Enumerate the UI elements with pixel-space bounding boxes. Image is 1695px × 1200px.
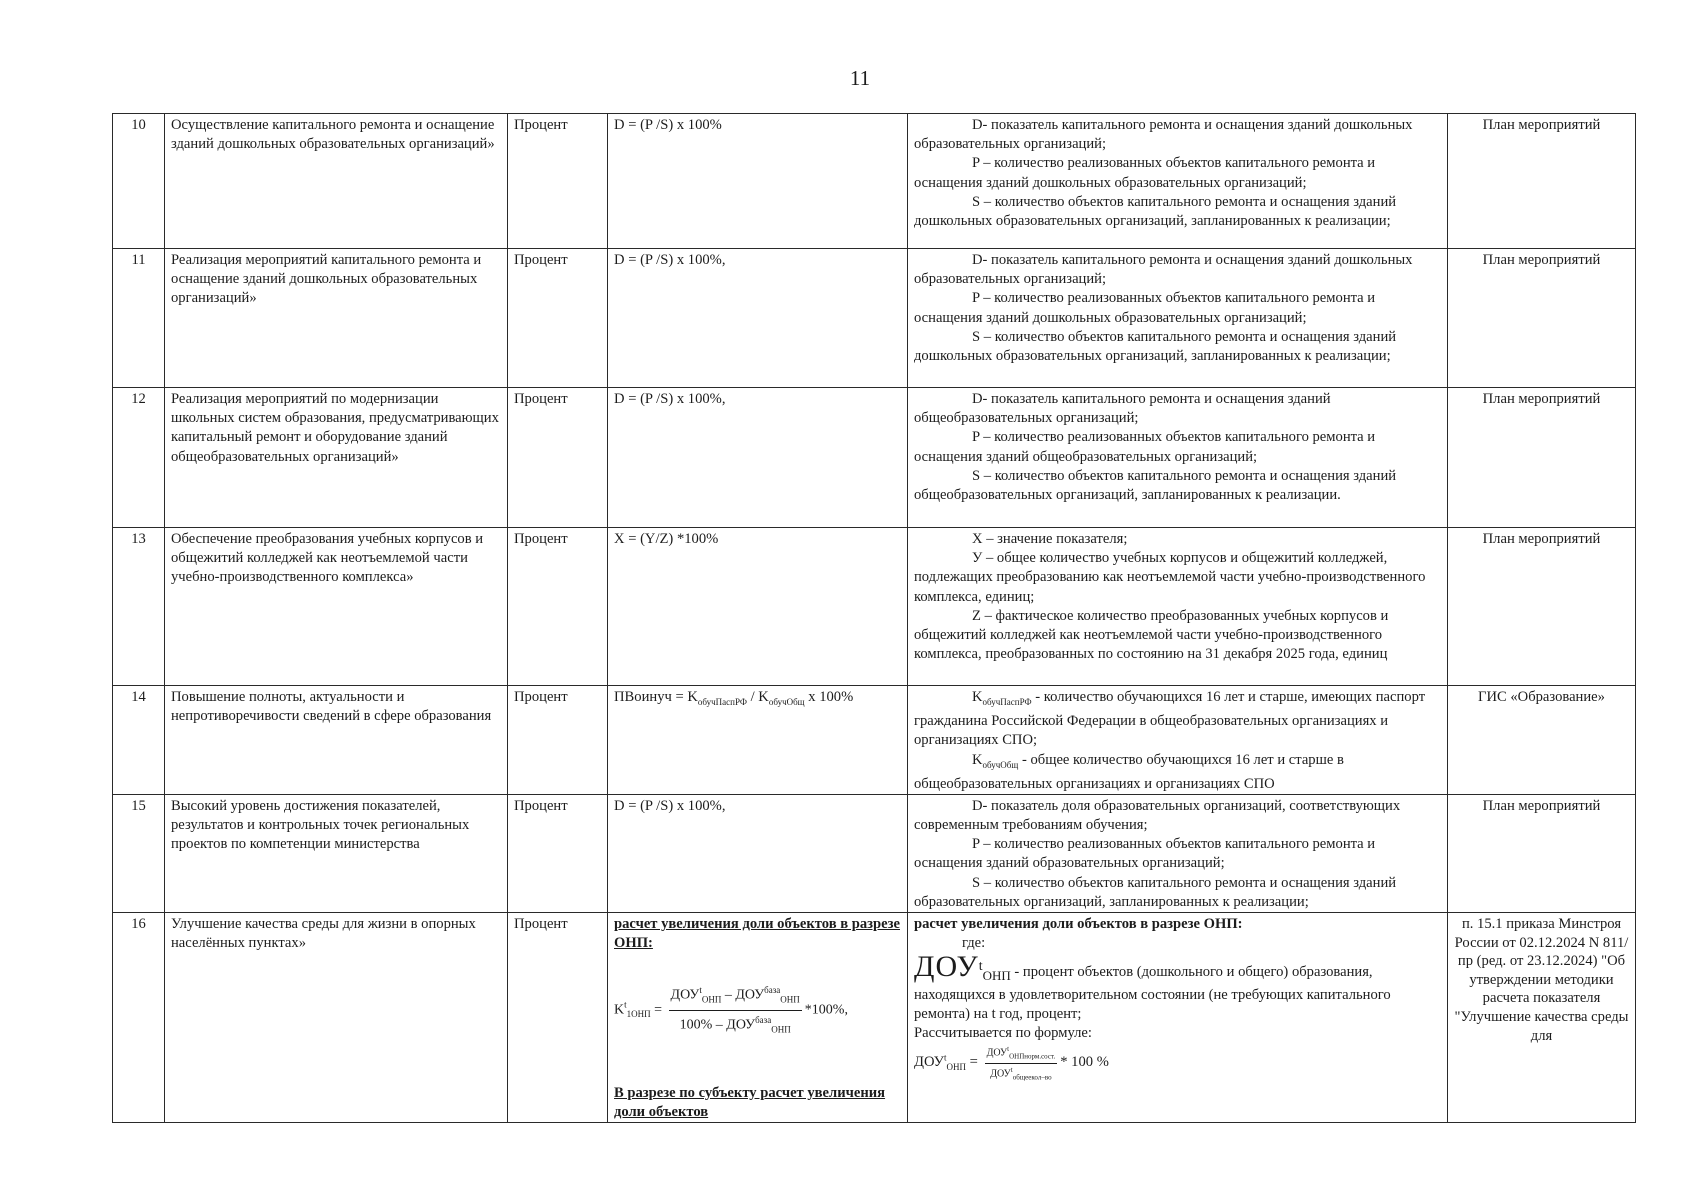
k-symbol: K <box>972 689 983 705</box>
formula-cell: X = (Y/Z) *100% <box>608 528 908 686</box>
formula-cell: D = (P /S) x 100%, <box>608 794 908 912</box>
formula-text: / K <box>746 689 769 705</box>
unit-cell: Процент <box>508 388 608 528</box>
row-number: 10 <box>113 114 165 249</box>
row-number: 12 <box>113 388 165 528</box>
formula-cell <box>608 913 908 1123</box>
formula-cell <box>608 686 908 795</box>
dou-sub: ОНП <box>982 968 1011 984</box>
description-line: D- показатель капитального ремонта и оснащения зданий общеобразовательных организаций; <box>914 391 1331 427</box>
description-line: P – количество реализованных объектов капитального ремонта и оснащения зданий образовательных организаций; <box>914 836 1376 872</box>
unit-cell: Процент <box>508 913 608 1123</box>
row-number: 16 <box>113 913 165 1123</box>
formula-text: x 100% <box>804 689 854 705</box>
fraction-denominator: $100\% - ДОУ^{база}_{ОНП}$ <box>679 1015 791 1035</box>
table-row <box>113 686 1636 795</box>
k-description: - количество обучающихся 16 лет и старше, имеющих паспорт гражданина Российской Федерации в общеобразовательных организациях и организациях СПО; <box>914 689 1426 749</box>
description-line <box>914 688 1441 751</box>
unit-cell: Процент <box>508 528 608 686</box>
unit-cell: Процент <box>508 249 608 388</box>
formula-subscript: обучПаспРФ <box>697 696 747 707</box>
unit-cell: Процент <box>508 794 608 912</box>
description-line: У – общее количество учебных корпусов и общежитий колледжей, подлежащих преобразованию как неотъемлемой части учебно-производственного комплекса, единиц; <box>914 550 1426 605</box>
k-subscript: обучОбщ <box>982 759 1019 770</box>
indicator-name: Обеспечение преобразования учебных корпусов и общежитий колледжей как неотъемлемой части учебно-производственного комплекса» <box>165 528 508 686</box>
growth-formula: $K^t_{1ОНП}$ = $\frac{ДОУ^t_{ОНП} - ДОУ^{база}_{ОНП}}{100\% - ДОУ^{база}_{ОНП}}$ *100%, <box>614 981 901 1039</box>
formula-fraction <box>669 981 802 1039</box>
row-number: 11 <box>113 249 165 388</box>
description-line <box>914 950 1441 1024</box>
description-heading: расчет увеличения доли объектов в разрезе ОНП: <box>914 916 1243 933</box>
description-cell <box>908 794 1448 912</box>
dou-symbol: ДОУ <box>914 950 979 984</box>
description-cell <box>908 528 1448 686</box>
description-line: X – значение показателя; <box>972 531 1128 547</box>
source-cell: План мероприятий <box>1448 249 1636 388</box>
description-line <box>914 751 1441 794</box>
indicator-name: Реализация мероприятий по модернизации школьных систем образования, предусматривающих капитальный ремонт и оборудование зданий общеобразовательных организаций» <box>165 388 508 528</box>
source-cell: ГИС «Образование» <box>1448 686 1636 795</box>
description-line: S – количество объектов капитального ремонта и оснащения зданий образовательных организаций, запланированных к реализации; <box>914 874 1397 910</box>
row-number: 15 <box>113 794 165 912</box>
description-line: S – количество объектов капитального ремонта и оснащения зданий общеобразовательных организаций, запланированных к реализации. <box>914 467 1397 504</box>
indicator-name: Улучшение качества среды для жизни в опорных населённых пунктах» <box>165 913 508 1123</box>
indicator-name: Реализация мероприятий капитального ремонта и оснащение зданий дошкольных образовательных организаций» <box>165 249 508 388</box>
table-row <box>113 528 1636 686</box>
indicator-name: Высокий уровень достижения показателей, результатов и контрольных точек региональных проектов по компетенции министерства <box>165 794 508 912</box>
description-cell <box>908 686 1448 795</box>
unit-cell: Процент <box>508 114 608 249</box>
source-cell: План мероприятий <box>1448 794 1636 912</box>
k-subscript: обучПаспРФ <box>982 696 1032 707</box>
dou-sup: t <box>978 959 983 975</box>
dou-description: - процент объектов (дошкольного и общего) образования, находящихся в удовлетворительном состоянии (не требующих капитального ремонта) на t год, процент; <box>914 964 1391 1022</box>
indicator-name: Повышение полноты, актуальности и непротиворечивости сведений в сфере образования <box>165 686 508 795</box>
formula-heading: расчет увеличения доли объектов в разрезе ОНП: <box>614 916 900 952</box>
description-cell <box>908 388 1448 528</box>
formula-tail: *100%, <box>804 1002 848 1018</box>
description-cell <box>908 913 1448 1123</box>
source-cell: План мероприятий <box>1448 528 1636 686</box>
unit-cell: Процент <box>508 686 608 795</box>
description-line: D- показатель капитального ремонта и оснащения зданий дошкольных образовательных организаций; <box>914 252 1413 288</box>
indicator-name: Осуществление капитального ремонта и оснащение зданий дошкольных образовательных организаций» <box>165 114 508 249</box>
description-line: S – количество объектов капитального ремонта и оснащения зданий дошкольных образовательных организаций, запланированных к реализации; <box>914 328 1397 365</box>
formula-symbol: K <box>614 1002 625 1018</box>
source-cell: План мероприятий <box>1448 388 1636 528</box>
description-calc: Рассчитывается по формуле: <box>914 1024 1092 1041</box>
description-line: S – количество объектов капитального ремонта и оснащения зданий дошкольных образовательных организаций, запланированных к реализации; <box>914 193 1397 230</box>
description-line: D- показатель капитального ремонта и оснащения зданий дошкольных образовательных организаций; <box>914 117 1413 153</box>
fraction-numerator: $ДОУ^t_{ОНП} - ДОУ^{база}_{ОНП}$ <box>669 981 802 1011</box>
formula-cell: D = (P /S) x 100%, <box>608 388 908 528</box>
formula-subscript: обучОбщ <box>768 696 805 707</box>
k-symbol: K <box>972 751 983 768</box>
dou-formula: $ДОУ^t_{ОНП}$ = $\frac{ДОУ^t_{ОНПнорм.сост.}}{ДОУ^t_{общеекол-во}}$ * 100 % <box>914 1045 1109 1081</box>
formula-sup: t <box>624 1000 627 1011</box>
source-cell: п. 15.1 приказа Минстроя России от 02.12.2024 N 811/пр (ред. от 23.12.2024) "Об утверждении методики расчета показателя "Улучшение качества среды для <box>1448 913 1636 1123</box>
formula-text: ПВоинуч = K <box>614 689 698 705</box>
description-line: D- показатель доля образовательных организаций, соответствующих современным требованиям обучения; <box>914 797 1401 834</box>
page-number: 11 <box>849 66 871 90</box>
formula-footnote: В разрезе по субъекту расчет увеличения доли объектов <box>614 1084 886 1120</box>
description-line: P – количество реализованных объектов капитального ремонта и оснащения зданий общеобразовательных организаций; <box>914 429 1376 465</box>
dou-fraction: $\frac{ДОУ^t_{ОНПнорм.сост.}}{ДОУ^t_{общеекол-во}}$ <box>986 1045 1056 1081</box>
row-number: 13 <box>113 528 165 686</box>
description-line: Z – фактическое количество преобразованных учебных корпусов и общежитий колледжей как неотъемлемой части учебно-производственного комплекса, преобразованных по состоянию на 31 декабря 2025 года, единиц <box>914 607 1389 663</box>
formula-cell: D = (P /S) x 100%, <box>608 249 908 388</box>
description-where: где: <box>962 935 986 952</box>
table-row <box>113 794 1636 912</box>
table-row <box>113 388 1636 528</box>
table-row <box>113 249 1636 388</box>
indicators-table <box>112 113 1636 1123</box>
formula-cell: D = (P /S) x 100% <box>608 114 908 249</box>
description-cell <box>908 114 1448 249</box>
description-line: P – количество реализованных объектов капитального ремонта и оснащения зданий дошкольных образовательных организаций; <box>914 155 1376 191</box>
table-row <box>113 913 1636 1123</box>
formula-sub: 1ОНП <box>626 1009 651 1020</box>
description-cell <box>908 249 1448 388</box>
source-cell: План мероприятий <box>1448 114 1636 249</box>
k-description: - общее количество обучающихся 16 лет и старше в общеобразовательных организациях и организациях СПО <box>914 751 1344 792</box>
row-number: 14 <box>113 686 165 795</box>
table-row <box>113 114 1636 249</box>
description-line: P – количество реализованных объектов капитального ремонта и оснащения зданий дошкольных образовательных организаций; <box>914 290 1376 326</box>
